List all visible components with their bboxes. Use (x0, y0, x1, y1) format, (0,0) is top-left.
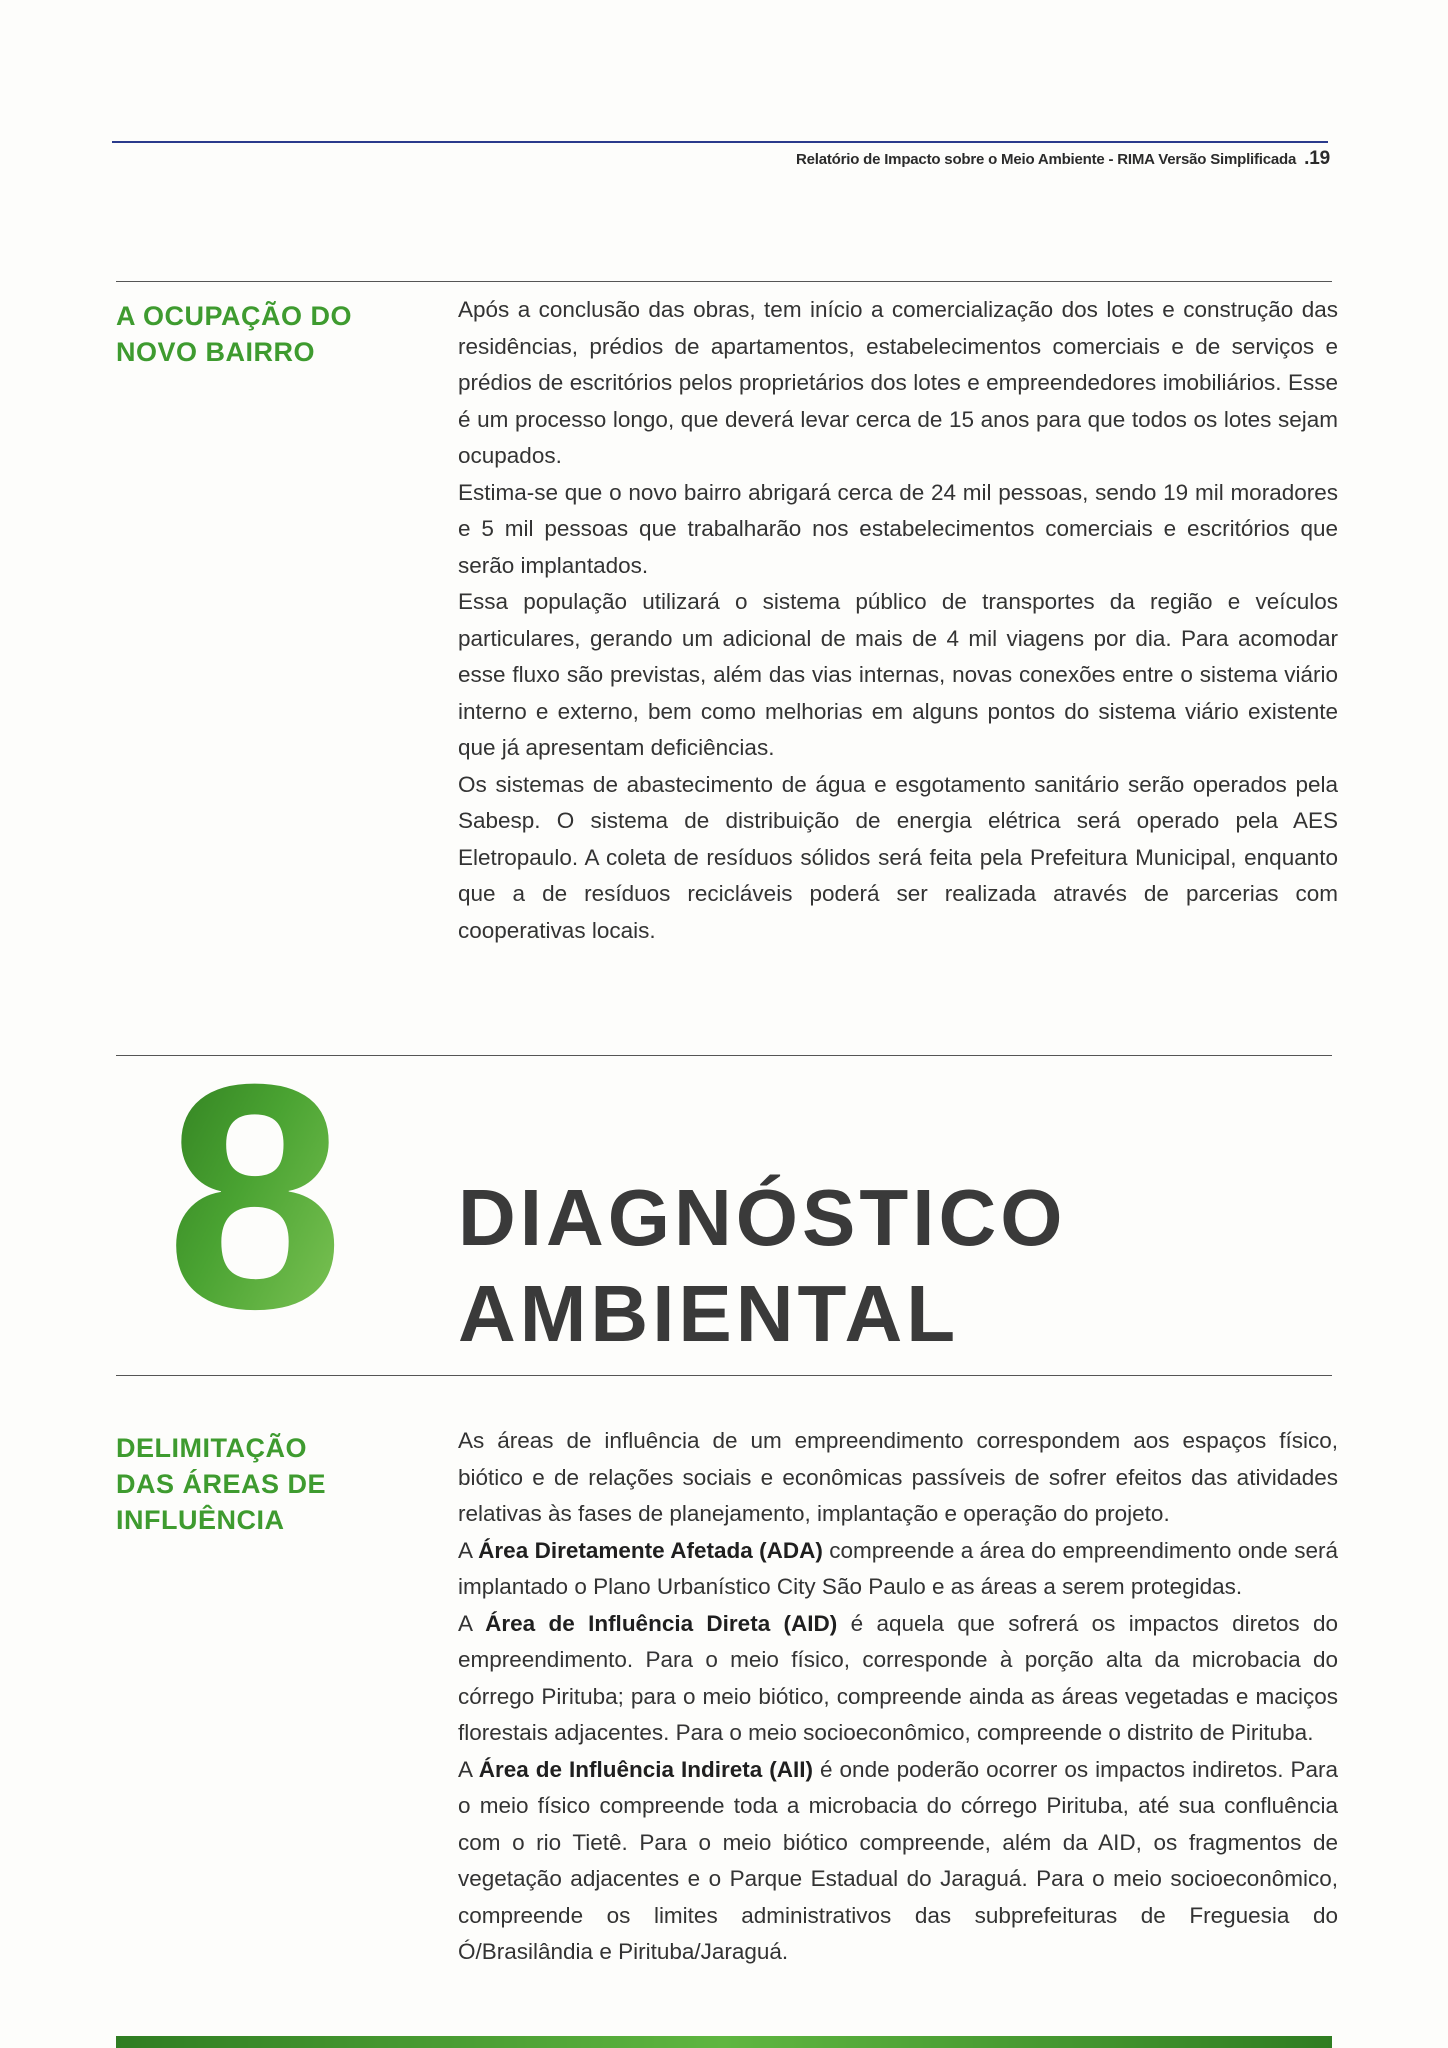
section-body-delimitacao (458, 1423, 1338, 1971)
paragraph: Os sistemas de abastecimento de água e esgotamento sanitário serão operados pela Sabesp. O sistema de distribuição de energia elétrica será operado pela AES Eletropaulo. A coleta de resíduos sólidos será feita pela Prefeitura Municipal, enquanto que a de resíduos recicláveis poderá ser realizada através de parcerias com cooperativas locais. (458, 771, 1338, 943)
paragraph-aid: A Área de Influência Direta (AID) é aquela que sofrerá os impactos diretos do empreendimento. Para o meio físico, corresponde à porção alta da microbacia do córrego Pirituba; para o meio biótico, compreende ainda as áreas vegetadas e maciços florestais adjacentes. Para o meio socioeconômico, compreende o distrito de Pirituba. (458, 1610, 1338, 1745)
term-aid: Área de Influência Direta (AID) (485, 1610, 838, 1636)
chapter-title: DIAGNÓSTICO AMBIENTAL (458, 1173, 1067, 1358)
running-title: Relatório de Impacto sobre o Meio Ambiente - RIMA Versão Simplificada (795, 151, 1297, 168)
running-header (796, 148, 1330, 170)
term-aii: Área de Influência Indireta (AII) (478, 1756, 814, 1782)
section-divider (116, 281, 1332, 282)
paragraph: Essa população utilizará o sistema público de transportes da região e veículos particulares, gerando um adicional de mais de 4 mil viagens por dia. Para acomodar esse fluxo são previstas, além das vias internas, novas conexões entre o sistema viário interno e externo, bem como melhorias em alguns pontos do sistema viário existente que já apresentam deficiências. (458, 589, 1338, 760)
footer-green-bar (116, 2036, 1332, 2048)
paragraph: Estima-se que o novo bairro abrigará cerca de 24 mil pessoas, sendo 19 mil moradores e 5 mil pessoas que trabalharão nos estabelecimentos comerciais e escritórios que serão implantados. (458, 479, 1338, 578)
chapter-number: 8 (166, 1072, 344, 1322)
chapter-number-graphic (140, 1072, 370, 1322)
chapter-top-rule (116, 1055, 1332, 1056)
paragraph-ada: A Área Diretamente Afetada (ADA) compreende a área do empreendimento onde será implantado o Plano Urbanístico City São Paulo e as áreas a serem protegidas. (458, 1537, 1338, 1599)
page-number: .19 (1304, 148, 1330, 169)
header-rule (112, 141, 1328, 143)
paragraph-aii: A Área de Influência Indireta (AII) é onde poderão ocorrer os impactos indiretos. Para o meio físico compreende toda a microbacia do córrego Pirituba, até sua confluência com o rio Tietê. Para o meio biótico compreende, além da AID, os fragmentos de vegetação adjacentes e o Parque Estadual do Jaraguá. Para o meio socioeconômico, compreende os limites administrativos das subprefeituras de Freguesia do Ó/Brasilândia e Pirituba/Jaraguá. (458, 1756, 1338, 1964)
chapter-bottom-rule (116, 1375, 1332, 1376)
section-heading-ocupacao: A OCUPAÇÃO DO NOVO BAIRRO (116, 301, 352, 367)
section-heading-delimitacao: DELIMITAÇÃO DAS ÁREAS DE INFLUÊNCIA (116, 1433, 327, 1535)
term-ada: Área Diretamente Afetada (ADA) (478, 1537, 823, 1563)
section-body-ocupacao (458, 292, 1338, 949)
paragraph: As áreas de influência de um empreendimento correspondem aos espaços físico, biótico e de relações sociais e econômicas passíveis de sofrer efeitos das atividades relativas às fases de planejamento, implantação e operação do projeto. (458, 1428, 1338, 1526)
paragraph: Após a conclusão das obras, tem início a comercialização dos lotes e construção das residências, prédios de apartamentos, estabelecimentos comerciais e de serviços e prédios de escritórios pelos proprietários dos lotes e empreendedores imobiliários. Esse é um processo longo, que deverá levar cerca de 15 anos para que todos os lotes sejam ocupados. (458, 297, 1338, 468)
